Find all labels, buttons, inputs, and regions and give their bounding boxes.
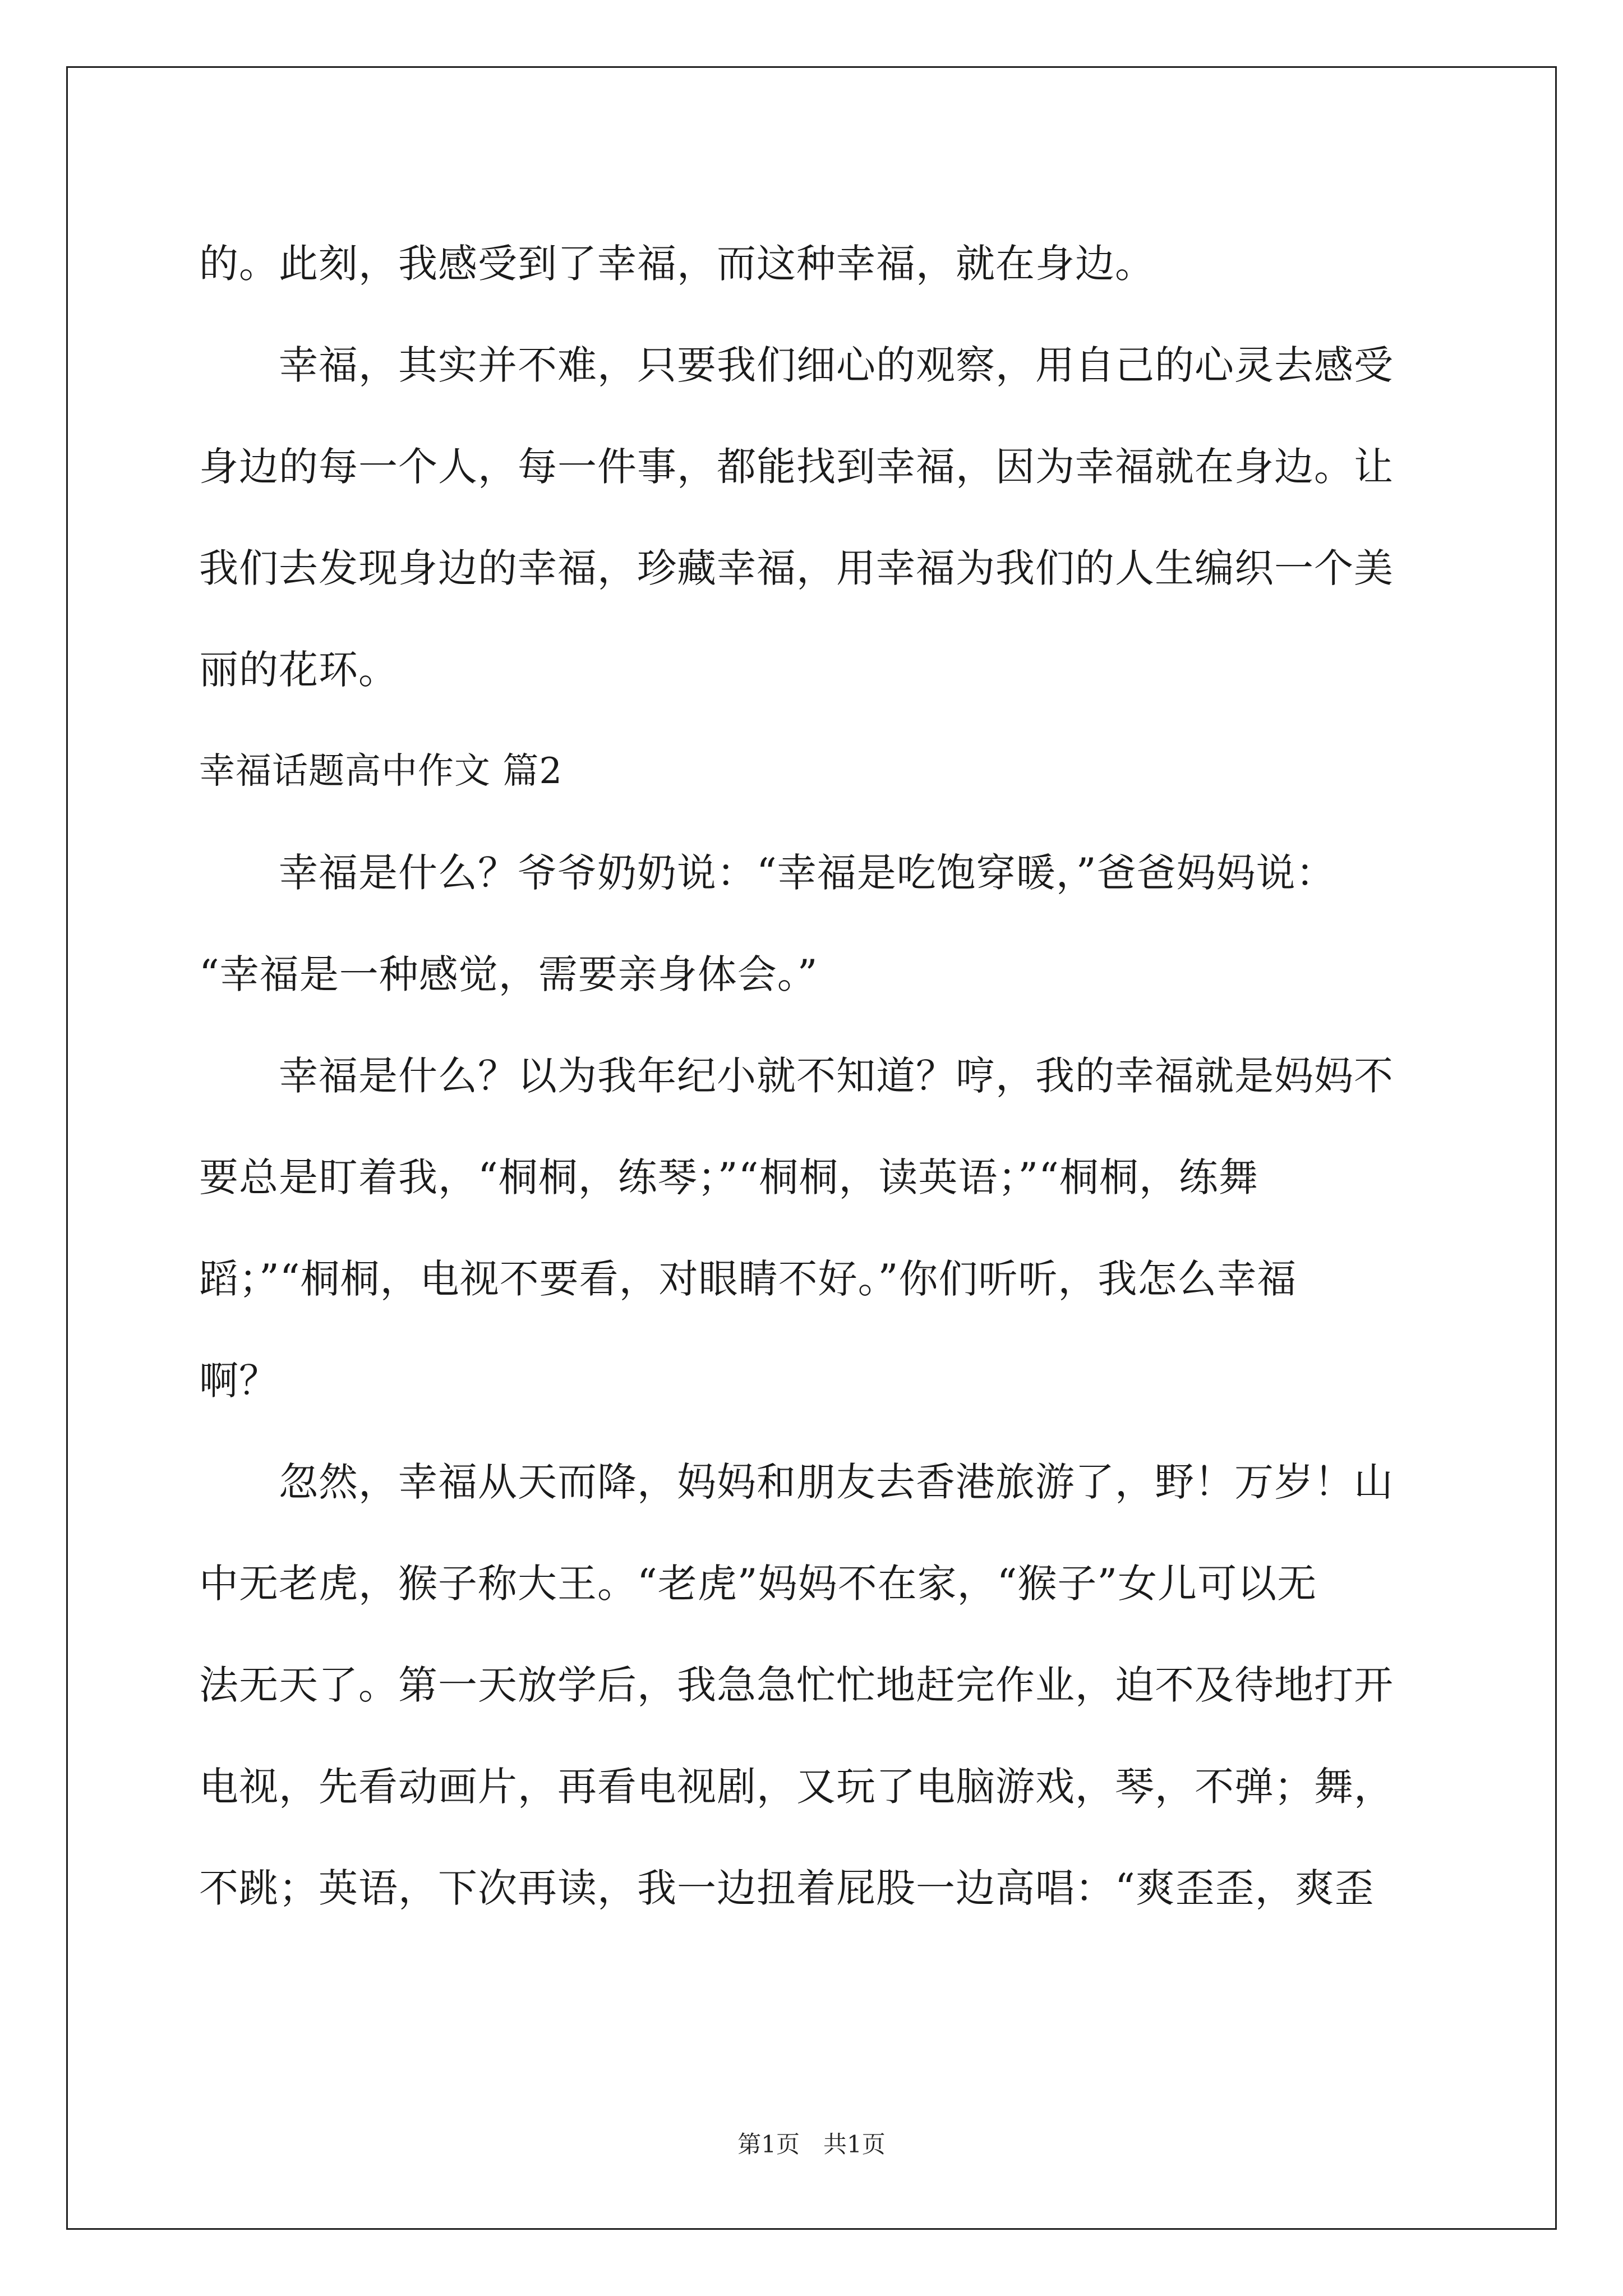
page-number: 第1页 共1页 xyxy=(737,2131,886,2158)
text-line: 电视，先看动画片，再看电视剧，又玩了电脑游戏，琴，不弹；舞， xyxy=(199,1764,1394,1810)
text-line: 的。此刻，我感受到了幸福，而这种幸福，就在身边。 xyxy=(199,241,1155,287)
text-line: 身边的每一个人，每一件事，都能找到幸福，因为幸福就在身边。让 xyxy=(199,444,1394,490)
document-body xyxy=(199,213,1433,1939)
text-line: 不跳；英语，下次再读，我一边扭着屁股一边高唱：“爽歪歪，爽歪 xyxy=(199,1865,1375,1911)
text-line: 幸福是什么？以为我年纪小就不知道？哼，我的幸福就是妈妈不 xyxy=(199,1053,1394,1099)
text-line: “幸福是一种感觉，需要亲身体会。” xyxy=(199,951,818,997)
section-heading: 幸福话题高中作文 篇2 xyxy=(199,751,563,792)
text-line: 忽然，幸福从天而降，妈妈和朋友去香港旅游了，野！万岁！山 xyxy=(199,1459,1394,1505)
text-line: 蹈；”“桐桐，电视不要看，对眼睛不好。”你们听听，我怎么幸福 xyxy=(199,1256,1297,1302)
text-line: 幸福是什么？爷爷奶奶说：“幸福是吃饱穿暖，”爸爸妈妈说： xyxy=(199,850,1336,896)
text-line: 我们去发现身边的幸福，珍藏幸福，用幸福为我们的人生编织一个美 xyxy=(199,545,1394,591)
text-line: 啊？ xyxy=(199,1358,279,1404)
text-line: 要总是盯着我，“桐桐，练琴；”“桐桐，读英语；”“桐桐，练舞 xyxy=(199,1154,1258,1200)
text-line: 中无老虎，猴子称大王。“老虎”妈妈不在家，“猴子”女儿可以无 xyxy=(199,1561,1317,1607)
text-line: 丽的花环。 xyxy=(199,647,398,693)
text-line: 法无天了。第一天放学后，我急急忙忙地赶完作业，迫不及待地打开 xyxy=(199,1662,1394,1708)
text-line: 幸福，其实并不难，只要我们细心的观察，用自己的心灵去感受 xyxy=(199,342,1394,388)
